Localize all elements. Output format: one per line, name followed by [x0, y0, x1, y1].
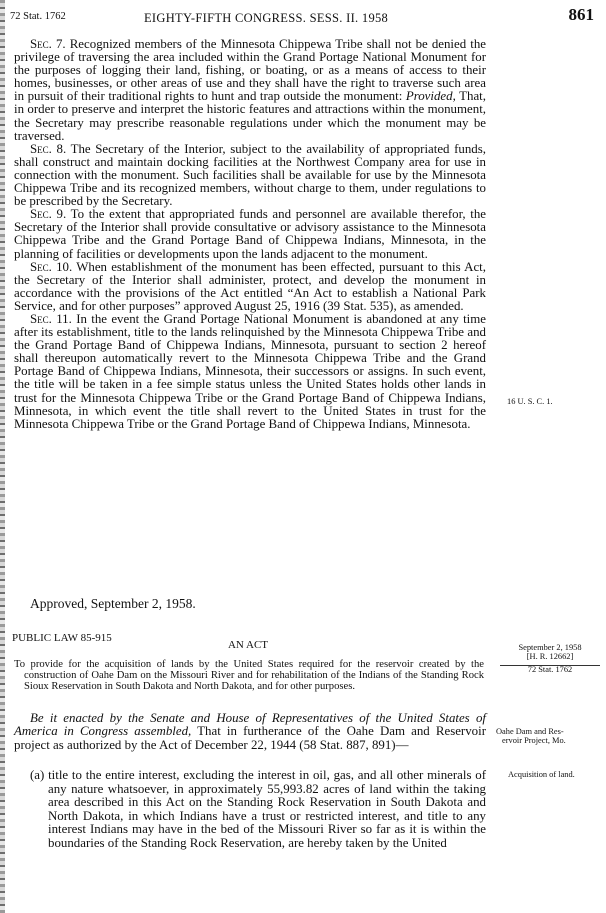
- proviso: Provided,: [405, 89, 456, 104]
- section-label: Sec. 7.: [30, 37, 66, 51]
- enacting-clause: [14, 712, 486, 752]
- section-text: Recognized members of the Minnesota Chippewa Tribe shall not be denied the privilege of traversing the area included within the Grand Portage National Monument for the purposes of logging their land, fishing, or boating, or as a means of access to their homes, businesses, or other areas of use and they shall have the right to traverse such area in pursuit of their traditional rights to hunt and trap outside the monument:: [14, 37, 486, 104]
- running-head-title: EIGHTY-FIFTH CONGRESS. SESS. II. 1958: [144, 11, 389, 25]
- enacting-formula: Be it enacted by the Senate and House of Representatives of the United States of America in Congress assembled,: [14, 711, 486, 739]
- section-label: Sec. 8.: [30, 141, 67, 156]
- act-heading: AN ACT: [227, 639, 269, 651]
- section-label: Sec. 10.: [30, 259, 73, 274]
- public-law-number: PUBLIC LAW 85-915: [12, 632, 112, 644]
- section-text-continued: That, in order to preserve and interpret the historic features and attractions within the monument, the Secretary may prescribe reasonable regulations under which the monument may be traversed.: [14, 89, 486, 143]
- statute-sections: [14, 38, 486, 431]
- section-7: [14, 38, 486, 143]
- section-text: When establishment of the monument has been effected, pursuant to this Act, the Secretary of the Interior shall administer, protect, and develop the monument in accordance with the provisions of the Act entitled “An Act to establish a National Park Service, and for other purposes” approved August 25, 1916 (39 Stat. 535), as amended.: [14, 259, 486, 313]
- section-text: The Secretary of the Interior, subject to the availability of appropriated funds, shall construct and maintain docking facilities at the Northwest Company area for use in connection with the monument. Such facilities shall be available for use by the Minnesota Chippewa Tribe and its recognized members, without charge to them, under regulations to be prescribed by the Secretary.: [14, 141, 486, 209]
- margin-note-line: ervoir Project, Mo.: [502, 736, 566, 746]
- approval-date: Approved, September 2, 1958.: [30, 596, 196, 611]
- margin-divider: [500, 665, 600, 666]
- stat-citation: 72 Stat. 1762: [527, 665, 573, 675]
- margin-note-line: Oahe Dam and Res-: [496, 727, 564, 736]
- running-head-citation: 72 Stat. 1762: [10, 11, 66, 22]
- paragraph-a-text: (a) title to the entire interest, excluding the interest in oil, gas, and all other minerals of any nature whatsoever, in approximately 55,993.82 acres of land within the taking area described in this Act on the Standing Rock Reservation in South Dakota and North Dakota, in which Indians have a trust or restricted interest, and title to any interest Indians may have in the bed of the Missouri River so far as it is within the boundaries of the Standing Rock Reservation, are hereby taken by the United: [30, 768, 486, 850]
- section-10: [14, 261, 486, 313]
- running-head: [10, 5, 594, 29]
- approval-date-note: September 2, 1958: [518, 643, 582, 652]
- enacting-text: That in furtherance of the Oahe Dam and Reservoir project as authorized by the Act of December 22, 1944 (58 Stat. 887, 891)—: [14, 724, 486, 752]
- section-11: [14, 313, 486, 431]
- section-text: To the extent that appropriated funds and personnel are available therefor, the Secretary of the Interior shall provide consultative or advisory assistance to the Minnesota Chippewa Tribe and the Grand Portage Band of Chippewa Indians, Minnesota, in the planning of facilities or developments upon the lands adjacent to the monument.: [14, 207, 486, 261]
- margin-note-oahe: [496, 727, 566, 745]
- paragraph-a: [30, 769, 486, 850]
- section-label: Sec. 9.: [30, 207, 67, 222]
- act-purpose: [14, 659, 484, 692]
- margin-note-date: [500, 643, 600, 675]
- scan-binding-edge: [0, 0, 5, 913]
- section-text: In the event the Grand Portage National Monument is abandoned at any time after its establishment, title to the lands relinquished by the Minnesota Chippewa Tribe and the Grand Portage Band of Chippewa Indians, Minnesota, pursuant to section 2 hereof shall thereupon automatically revert to the Minnesota Chippewa Tribe and the Grand Portage Band of Chippewa Indians, Minnesota, their successors or assigns. In such event, the title will be taken in a fee simple status unless the United States holds other lands in trust for the Minnesota Chippewa Tribe or the Grand Portage Band of Chippewa Indians, Minnesota, in which event the title shall revert to the United States in trust for the Minnesota Chippewa Tribe or the Grand Portage Band of Chippewa Indians, Minnesota.: [14, 311, 486, 431]
- purpose-text: To provide for the acquisition of lands by the United States required for the reservoir created by the construction of Oahe Dam on the Missouri River and for rehabilitation of the Indians of the Standing Rock Sioux Reservation in South Dakota and North Dakota, and for other purposes.: [14, 659, 484, 692]
- section-8: [14, 143, 486, 208]
- bill-number: [H. R. 12662]: [526, 652, 574, 662]
- margin-note-usc: 16 U. S. C. 1.: [507, 397, 553, 406]
- margin-note-acquisition: Acquisition of land.: [508, 770, 575, 779]
- page-number: 861: [568, 5, 594, 24]
- section-label: Sec. 11.: [30, 311, 72, 326]
- section-9: [14, 208, 486, 260]
